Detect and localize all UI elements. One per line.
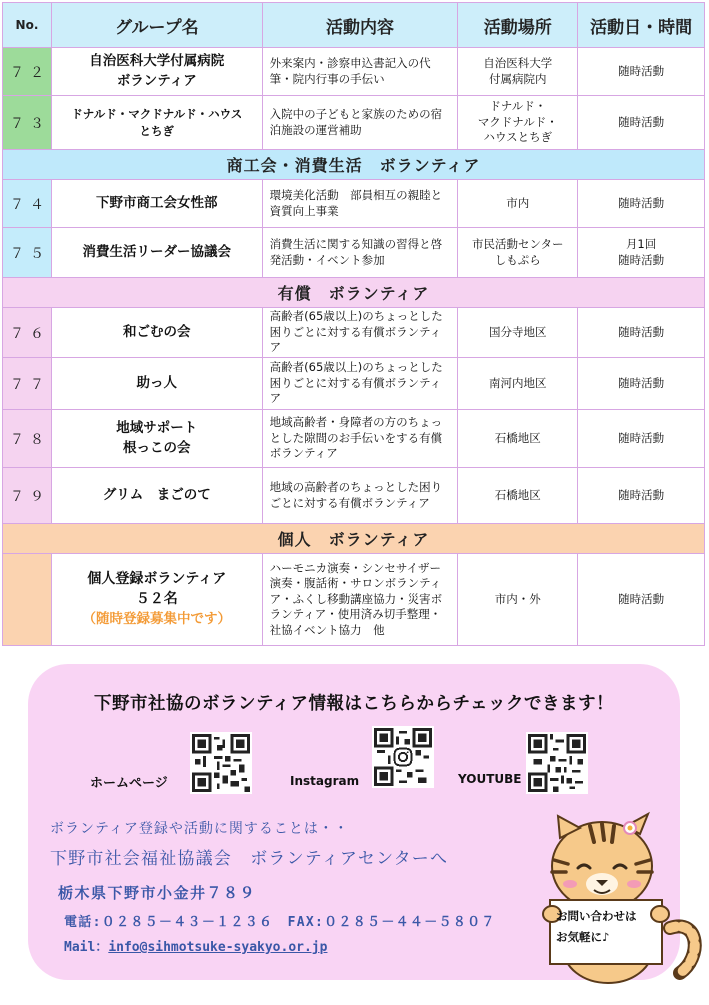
row-group: 地域サポート 根っこの会: [52, 410, 263, 468]
row-no: ７７: [3, 358, 52, 410]
header-activity: 活動内容: [263, 3, 459, 48]
table-row: [2, 96, 705, 150]
row-group: グリム まごのて: [52, 468, 263, 524]
row-place: 石橋地区: [458, 410, 578, 468]
row-place: 市民活動センター しもぷら: [458, 228, 578, 278]
qr-code-youtube-icon[interactable]: [526, 732, 588, 794]
row-place: 石橋地区: [458, 468, 578, 524]
table-row: [2, 410, 705, 468]
mascot-sign-text: お問い合わせは お気軽に♪: [556, 909, 637, 944]
table-row: [2, 358, 705, 410]
row-no: ７８: [3, 410, 52, 468]
row-activity: 高齢者(65歳以上)のちょっとした困りごとに対する有償ボランティア: [263, 358, 459, 410]
header-group: グループ名: [52, 3, 263, 48]
row-place: 南河内地区: [458, 358, 578, 410]
info-title: 下野市社協のボランティア情報はこちらからチェックできます！: [93, 694, 615, 714]
table-row: [2, 228, 705, 278]
row-activity: 高齢者(65歳以上)のちょっとした困りごとに対する有償ボランティア: [263, 308, 459, 358]
row-place: 市内: [458, 180, 578, 228]
row-no: ７３: [3, 96, 52, 150]
instagram-label: Instagram: [290, 774, 360, 788]
qr-code-homepage-icon[interactable]: [190, 732, 252, 794]
row-group: 和ごむの会: [52, 308, 263, 358]
table-row: [2, 180, 705, 228]
row-time: 随時活動: [578, 48, 705, 96]
row-time: 随時活動: [578, 410, 705, 468]
row-activity: 消費生活に関する知識の習得と啓発活動・イベント参加: [263, 228, 459, 278]
row-no: ７４: [3, 180, 52, 228]
mail-link[interactable]: info@sihmotsuke-syakyo.or.jp: [108, 940, 328, 955]
contact-address: 栃木県下野市小金井７８９: [58, 884, 257, 902]
row-activity: 地域の高齢者のちょっとした困りごとに対する有償ボランティア: [263, 468, 459, 524]
row-group: ドナルド・マクドナルド・ハウス とちぎ: [52, 96, 263, 150]
row-place: ドナルド・ マクドナルド・ ハウスとちぎ: [458, 96, 578, 150]
row-group: 消費生活リーダー協議会: [52, 228, 263, 278]
row-time: 随時活動: [578, 96, 705, 150]
section-commerce: [2, 150, 705, 180]
youtube-label: YOUTUBE: [458, 772, 522, 786]
row-place: 市内・外: [458, 554, 578, 646]
header-no: No.: [3, 3, 52, 48]
table-row: [2, 308, 705, 358]
row-activity: 地域高齢者・身障者の方のちょっとした隙間のお手伝いをする有償ボランティア: [263, 410, 459, 468]
row-time: 随時活動: [578, 180, 705, 228]
section-title: 有償 ボランティア: [3, 278, 705, 308]
section-individual: [2, 524, 705, 554]
row-time: 随時活動: [578, 308, 705, 358]
contact-phone-fax: 電話:０２８５－４３－１２３６ FAX:０２８５－４４－５８０７: [64, 915, 496, 930]
row-activity: 入院中の子どもと家族のための宿泊施設の運営補助: [263, 96, 459, 150]
tiger-mascot-icon: [530, 808, 705, 988]
row-no: ７５: [3, 228, 52, 278]
mail-label: Mail：: [64, 940, 109, 955]
row-time: 随時活動: [578, 468, 705, 524]
header-place: 活動場所: [458, 3, 578, 48]
row-group: 助っ人: [52, 358, 263, 410]
row-group: 自治医科大学付属病院 ボランティア: [52, 48, 263, 96]
section-title: 商工会・消費生活 ボランティア: [3, 150, 705, 180]
header-time: 活動日・時間: [578, 3, 705, 48]
row-time: 随時活動: [578, 358, 705, 410]
row-time: 随時活動: [578, 554, 705, 646]
row-activity: 環境美化活動 部員相互の親睦と資質向上事業: [263, 180, 459, 228]
table-row: [2, 468, 705, 524]
individual-count: ５２名: [135, 591, 178, 608]
row-place: 自治医科大学 付属病院内: [458, 48, 578, 96]
row-time: 月1回 随時活動: [578, 228, 705, 278]
row-no: ７２: [3, 48, 52, 96]
contact-org: 下野市社会福祉協議会 ボランティアセンターへ: [50, 849, 449, 869]
row-group: 下野市商工会女性部: [52, 180, 263, 228]
contact-mail: [64, 936, 327, 955]
row-no: ７９: [3, 468, 52, 524]
row-no: ７６: [3, 308, 52, 358]
table-row: [2, 554, 705, 646]
volunteer-table: [2, 2, 705, 646]
individual-label: 個人登録ボランティア: [87, 570, 227, 587]
contact-intro: ボランティア登録や活動に関することは・・: [50, 821, 349, 837]
row-activity: ハーモニカ演奏・シンセサイザー演奏・腹話術・サロンボランティア・ふくし移動講座協力・災害ボランティア・使用済み切手整理・社協イベント協力 他: [263, 554, 459, 646]
homepage-label: ホームページ: [90, 776, 168, 791]
row-activity: 外来案内・診察申込書記入の代筆・院内行事の手伝い: [263, 48, 459, 96]
qr-code-instagram-icon[interactable]: [372, 726, 434, 788]
table-header: [2, 2, 705, 48]
table-row: [2, 48, 705, 96]
row-no: [3, 554, 52, 646]
row-place: 国分寺地区: [458, 308, 578, 358]
individual-recruit-note: （随時登録募集中です）: [82, 611, 232, 628]
section-paid: [2, 278, 705, 308]
row-group: [52, 554, 263, 646]
section-title: 個人 ボランティア: [3, 524, 705, 554]
